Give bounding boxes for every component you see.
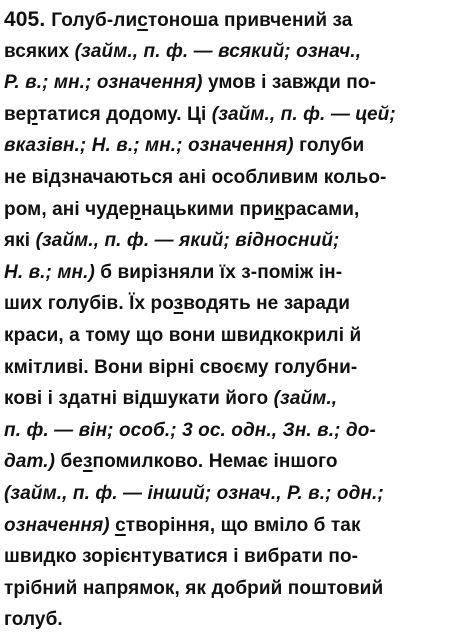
underlined-letter: с	[115, 514, 126, 536]
text-segment: бе	[55, 451, 83, 473]
text-segment: кмітливі. Вони вірні своєму голубни-	[4, 356, 358, 378]
text-segment: всяких	[4, 40, 75, 62]
grammar-annotation: Н. в.; мн.)	[4, 261, 95, 283]
text-line	[4, 4, 448, 36]
text-line	[4, 352, 448, 384]
text-segment: б вирізняли їх з-поміж ін-	[94, 261, 343, 283]
grammar-annotation: (займ., п. ф. — який; відносний;	[35, 230, 340, 252]
underlined-letter: р	[129, 198, 141, 220]
text-line	[4, 604, 448, 636]
text-segment: кові і здатні ві	[4, 388, 140, 410]
text-line	[4, 288, 448, 320]
text-line	[4, 67, 448, 99]
text-segment: шукати його	[151, 388, 274, 410]
text-line	[4, 320, 448, 352]
text-segment: нацькими при	[140, 198, 275, 220]
grammar-annotation: означення)	[4, 514, 110, 536]
text-line	[4, 36, 448, 68]
text-segment: голуби	[293, 135, 365, 157]
text-line	[4, 99, 448, 131]
text-segment: ром, ані чуде	[4, 198, 130, 220]
grammar-annotation: вказівн.; Н. в.; мн.; означення)	[4, 135, 294, 157]
underlined-letter: з	[82, 451, 93, 473]
text-segment: краси, а тому що вони швидкокрилі й	[4, 324, 362, 346]
exercise-text	[4, 4, 448, 636]
text-segment: не відзначаються ані особливим кольо-	[4, 166, 387, 188]
underlined-letter: д	[139, 388, 152, 410]
underlined-letter: к	[274, 198, 285, 220]
grammar-annotation: (займ., п. ф. — інший; означ., Р. в.; одн.;	[4, 482, 384, 504]
text-segment: помилково. Немає іншого	[92, 451, 338, 473]
grammar-annotation: (займ., п. ф. — цей;	[211, 103, 396, 125]
underlined-letter: р	[26, 103, 38, 125]
text-segment: тоноша привчений за	[147, 10, 353, 31]
text-segment: трібний напрямок, як добрий поштовий	[4, 577, 384, 599]
text-line	[4, 194, 448, 226]
underlined-letter: с	[137, 10, 148, 31]
text-segment: умов і завжди по-	[202, 72, 376, 94]
text-segment: ве	[4, 103, 27, 125]
text-segment: водять не заради	[183, 293, 350, 315]
grammar-annotation: (займ., п. ф. — всякий; означ.,	[74, 40, 362, 62]
grammar-annotation: п. ф. — він; особ.; 3 ос. одн., Зн. в.; до-	[4, 419, 376, 441]
text-line	[4, 257, 448, 289]
underlined-letter: з	[173, 293, 184, 315]
text-segment: які	[4, 230, 36, 252]
text-segment: швидко зорієнтуватися і вибрати по-	[4, 546, 359, 568]
text-line	[4, 130, 448, 162]
text-segment: Голуб-ли	[51, 10, 138, 31]
grammar-annotation: Р. в.; мн.; означення)	[4, 72, 203, 94]
exercise-number: 405.	[4, 8, 46, 31]
text-line	[4, 162, 448, 194]
text-segment: расами,	[284, 198, 360, 220]
text-line	[4, 478, 448, 510]
text-line	[4, 573, 448, 605]
grammar-annotation: дат.)	[4, 451, 56, 473]
text-line	[4, 446, 448, 478]
grammar-annotation: (займ.,	[273, 388, 338, 410]
text-line	[4, 415, 448, 447]
text-line	[4, 541, 448, 573]
text-segment: ших голубів. Їх ро	[4, 293, 174, 315]
text-line	[4, 225, 448, 257]
text-line	[4, 383, 448, 415]
text-line	[4, 510, 448, 542]
text-segment: голуб.	[4, 609, 63, 631]
text-segment: творіння, що вміло б так	[125, 514, 361, 536]
text-segment: татися додому. Ці	[37, 103, 212, 125]
